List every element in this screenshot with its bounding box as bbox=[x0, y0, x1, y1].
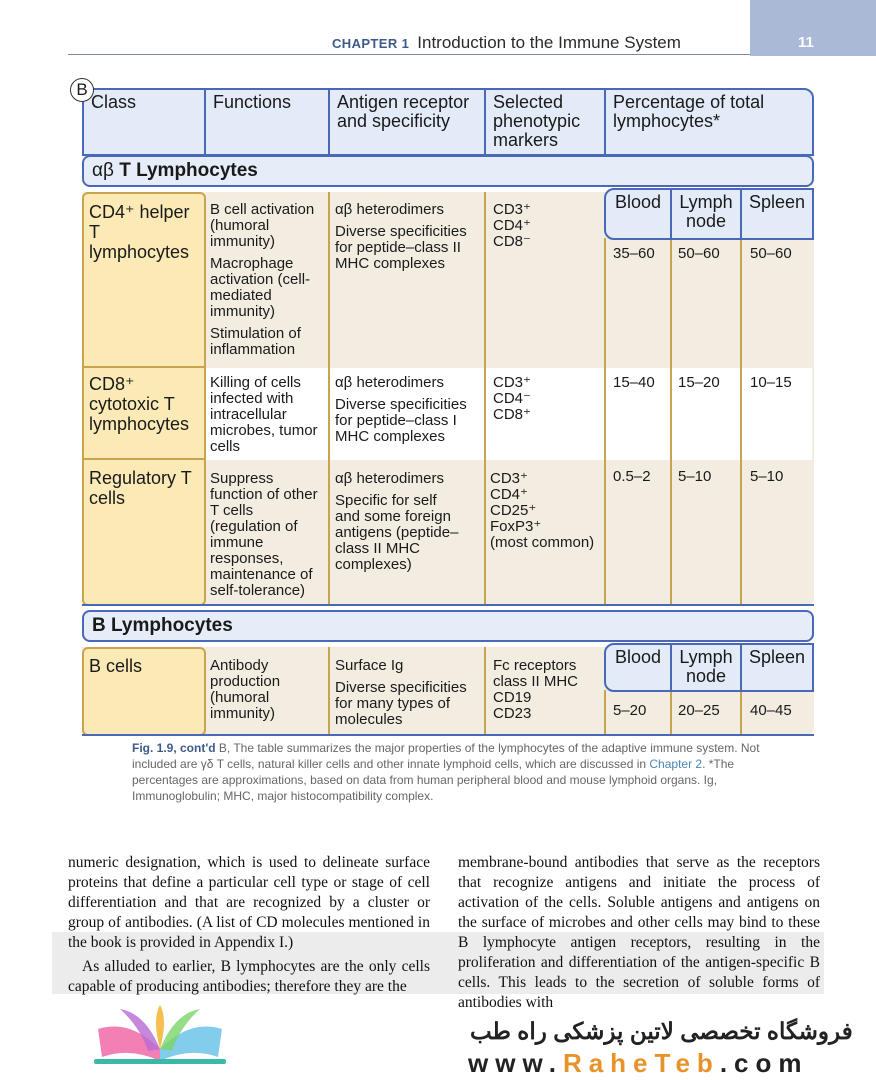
row-markers-bcells: Fc receptors class II MHC CD19 CD23 bbox=[493, 657, 579, 722]
figure-label: Fig. 1.9, cont'd bbox=[132, 741, 216, 755]
col-divider bbox=[740, 238, 742, 606]
panel-letter: B bbox=[70, 78, 94, 102]
store-name: فروشگاه تخصصی لاتین پزشکی راه طب bbox=[470, 1018, 853, 1044]
row-spleen-bcells: 40–45 bbox=[750, 702, 792, 719]
row-lymph-cd4: 50–60 bbox=[678, 245, 720, 262]
row-markers-treg: CD3⁺ CD4⁺ CD25⁺ FoxP3⁺ (most common) bbox=[490, 470, 595, 551]
row-class-treg: Regulatory T cells bbox=[89, 468, 192, 508]
row-antigen-treg: αβ heterodimers Specific for self and some foreign antigens (peptide–class II MHC complexes) bbox=[335, 470, 459, 573]
col-divider bbox=[484, 192, 486, 606]
t-pct-header-lymph: Lymph node bbox=[670, 188, 742, 240]
row-functions-treg: Suppress function of other T cells (regulation of immune responses, maintenance of self-tolerance) bbox=[210, 470, 318, 599]
row-antigen-cd4: αβ heterodimers Diverse specificities for peptide–class II MHC complexes bbox=[335, 201, 467, 272]
row-divider bbox=[82, 366, 206, 368]
t-pct-header-blood: Blood bbox=[604, 188, 672, 240]
row-lymph-bcells: 20–25 bbox=[678, 702, 720, 719]
b-pct-header-lymph: Lymph node bbox=[670, 643, 742, 692]
row-class-cd8: CD8⁺ cytotoxic T lymphocytes bbox=[89, 374, 190, 434]
row-functions-bcells: Antibody production (humoral immunity) bbox=[210, 657, 281, 722]
row-blood-treg: 0.5–2 bbox=[613, 468, 651, 485]
col-divider bbox=[328, 647, 330, 736]
section-bottom-rule bbox=[82, 604, 814, 606]
figure-caption: Fig. 1.9, cont'd B, The table summarizes the major properties of the lymphocytes of the adaptive immune system. Not included are γδ T cells, natural killer cells and other innate lymphoid cells, which are discussed in Chapter 2. *The percentages are approximations, based on data from human peripheral blood and mouse lymphoid organs. Ig, Immunoglobulin; MHC, major histocompatibility complex. bbox=[132, 741, 760, 803]
row-blood-bcells: 5–20 bbox=[613, 702, 647, 719]
row-lymph-cd8: 15–20 bbox=[678, 374, 720, 391]
row-markers-cd4: CD3⁺ CD4⁺ CD8⁻ bbox=[493, 201, 531, 250]
row-divider bbox=[82, 458, 206, 460]
col-header-class: Class bbox=[82, 88, 206, 156]
row-lymph-treg: 5–10 bbox=[678, 468, 712, 485]
store-url[interactable]: www.RaheTeb.com bbox=[468, 1048, 809, 1078]
row-markers-cd8: CD3⁺ CD4⁻ CD8⁺ bbox=[493, 374, 531, 423]
row-spleen-treg: 5–10 bbox=[750, 468, 784, 485]
row-class-bcells: B cells bbox=[89, 656, 143, 676]
chapter-label: CHAPTER 1 bbox=[332, 36, 410, 51]
col-divider bbox=[604, 690, 606, 736]
col-divider bbox=[604, 238, 606, 606]
row-blood-cd4: 35–60 bbox=[613, 245, 655, 262]
col-header-percentage: Percentage of total lymphocytes* bbox=[604, 88, 814, 156]
col-header-antigen: Antigen receptor and specificity bbox=[328, 88, 486, 156]
t-pct-header-spleen: Spleen bbox=[740, 188, 814, 240]
body-text-right: membrane-bound antibodies that serve as the receptors that recognize antigens and initiate the process of activation of the cells. Soluble antigens and antigens on the surface of microbes and other cells may bind to these B lymphocyte antigen receptors, resulting in the proliferation and differentiation of the antigen-specific B cells. This leads to the secretion of soluble forms of antibodies with bbox=[458, 854, 820, 1011]
row-spleen-cd4: 50–60 bbox=[750, 245, 792, 262]
chapter-title: Introduction to the Immune System bbox=[417, 33, 681, 52]
row-antigen-cd8: αβ heterodimers Diverse specificities for peptide–class I MHC complexes bbox=[335, 374, 467, 445]
chapter-link[interactable]: Chapter 2 bbox=[649, 757, 703, 771]
col-header-functions: Functions bbox=[204, 88, 330, 156]
book-logo-icon bbox=[90, 1005, 230, 1067]
col-divider bbox=[670, 238, 672, 606]
col-divider bbox=[740, 690, 742, 736]
section-t-lymphocytes: αβ T Lymphocytes bbox=[82, 155, 814, 187]
b-pct-header-spleen: Spleen bbox=[740, 643, 814, 692]
row-class-cd4: CD4⁺ helper T lymphocytes bbox=[89, 202, 190, 262]
row-functions-cd4: B cell activation (humoral immunity) Macrophage activation (cell-mediated immunity) Stimulation of inflammation bbox=[210, 201, 315, 358]
row-antigen-bcells: Surface Ig Diverse specificities for many types of molecules bbox=[335, 657, 467, 728]
row-blood-cd8: 15–40 bbox=[613, 374, 655, 391]
row-spleen-cd8: 10–15 bbox=[750, 374, 792, 391]
col-divider bbox=[484, 647, 486, 736]
b-pct-header-blood: Blood bbox=[604, 643, 672, 692]
col-divider bbox=[328, 192, 330, 606]
col-header-markers: Selected phenotypic markers bbox=[484, 88, 606, 156]
section-b-lymphocytes: B Lymphocytes bbox=[82, 610, 814, 642]
col-divider bbox=[670, 690, 672, 736]
body-text-left: numeric designation, which is used to delineate surface proteins that define a particular cell type or stage of cell differentiation and that are recognized by a cluster or group of antibodies. (A list of CD molecules mentioned in the book is provided in Appendix I.) As alluded to earlier, B lymphocytes are the only cells capable of producing antibodies; therefore they are the bbox=[68, 854, 430, 995]
section-bottom-rule bbox=[82, 734, 814, 736]
page-number: 11 bbox=[798, 34, 814, 51]
row-functions-cd8: Killing of cells infected with intracellular microbes, tumor cells bbox=[210, 374, 318, 455]
